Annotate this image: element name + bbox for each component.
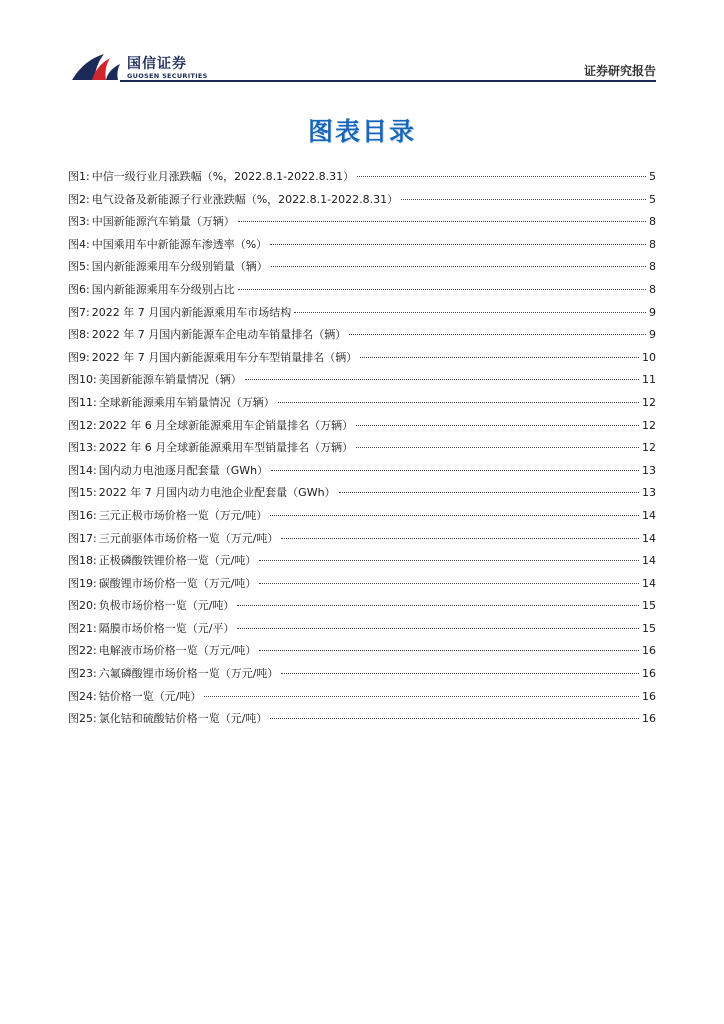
toc-dot-leader bbox=[271, 469, 639, 471]
toc-dot-leader bbox=[281, 537, 639, 539]
toc-entry[interactable] bbox=[68, 256, 656, 279]
toc-entry[interactable] bbox=[68, 550, 656, 573]
toc-entry-label: 图20: bbox=[68, 599, 97, 613]
toc-entry-title: 电解液市场价格一览（万元/吨） bbox=[98, 644, 257, 658]
toc-entry-title: 2022 年 7 月国内新能源车企电动车销量排名（辆） bbox=[91, 328, 347, 342]
toc-entry[interactable] bbox=[68, 437, 656, 460]
brand-name-en: GUOSEN SECURITIES bbox=[127, 72, 208, 80]
toc-entry-label: 图5: bbox=[68, 260, 90, 274]
toc-entry-page: 11 bbox=[642, 373, 656, 387]
toc-entry-label: 图17: bbox=[68, 531, 97, 545]
toc-dot-leader bbox=[204, 695, 639, 697]
toc-entry-page: 14 bbox=[642, 554, 656, 568]
toc-entry[interactable] bbox=[68, 708, 656, 731]
toc-entry-label: 图6: bbox=[68, 282, 90, 296]
toc-entry[interactable] bbox=[68, 166, 656, 189]
toc-entry-page: 9 bbox=[649, 305, 656, 319]
toc-entry-title: 中国乘用车中新能源车渗透率（%） bbox=[91, 237, 268, 251]
toc-entry-page: 14 bbox=[642, 531, 656, 545]
toc-entry-label: 图4: bbox=[68, 237, 90, 251]
toc-entry[interactable] bbox=[68, 234, 656, 257]
toc-list bbox=[68, 166, 656, 731]
header-divider bbox=[120, 80, 656, 82]
toc-title: 图表目录 bbox=[307, 117, 416, 146]
toc-dot-leader bbox=[245, 378, 639, 380]
toc-entry-page: 8 bbox=[649, 282, 656, 296]
toc-entry[interactable] bbox=[68, 211, 656, 234]
toc-entry-title: 国内新能源乘用车分级别占比 bbox=[91, 282, 235, 296]
toc-entry-label: 图13: bbox=[68, 441, 97, 455]
toc-entry-label: 图10: bbox=[68, 373, 97, 387]
guosen-logo-icon bbox=[70, 50, 122, 84]
toc-entry-label: 图15: bbox=[68, 486, 97, 500]
toc-entry[interactable] bbox=[68, 663, 656, 686]
toc-entry-title: 碳酸锂市场价格一览（万元/吨） bbox=[98, 576, 257, 590]
toc-dot-leader bbox=[360, 356, 639, 358]
toc-entry-title: 钴价格一览（元/吨） bbox=[98, 689, 202, 703]
toc-entry-title: 电气设备及新能源子行业涨跌幅（%，2022.8.1-2022.8.31） bbox=[91, 192, 399, 206]
report-type-label: 证券研究报告 bbox=[583, 64, 656, 78]
toc-entry-title: 全球新能源乘用车销量情况（万辆） bbox=[98, 395, 275, 409]
toc-entry-page: 15 bbox=[642, 599, 656, 613]
toc-dot-leader bbox=[237, 604, 639, 606]
toc-entry[interactable] bbox=[68, 686, 656, 709]
toc-entry[interactable] bbox=[68, 460, 656, 483]
toc-entry-label: 图2: bbox=[68, 192, 90, 206]
toc-entry-page: 8 bbox=[649, 237, 656, 251]
toc-entry-title: 国内新能源乘用车分级别销量（辆） bbox=[91, 260, 268, 274]
toc-dot-leader bbox=[259, 649, 639, 651]
toc-entry[interactable] bbox=[68, 392, 656, 415]
toc-dot-leader bbox=[357, 175, 646, 177]
toc-entry-label: 图24: bbox=[68, 689, 97, 703]
toc-entry-label: 图23: bbox=[68, 667, 97, 681]
toc-dot-leader bbox=[339, 491, 639, 493]
toc-entry-label: 图22: bbox=[68, 644, 97, 658]
toc-entry-label: 图9: bbox=[68, 350, 90, 364]
toc-entry-page: 13 bbox=[642, 463, 656, 477]
toc-dot-leader bbox=[278, 401, 639, 403]
toc-entry-title: 2022 年 7 月国内动力电池企业配套量（GWh） bbox=[98, 486, 336, 500]
toc-entry-label: 图16: bbox=[68, 508, 97, 522]
toc-dot-leader bbox=[294, 311, 646, 313]
toc-entry-title: 2022 年 7 月国内新能源乘用车市场结构 bbox=[91, 305, 292, 319]
toc-dot-leader bbox=[270, 243, 646, 245]
toc-entry-page: 15 bbox=[642, 621, 656, 635]
toc-entry[interactable] bbox=[68, 415, 656, 438]
toc-entry[interactable] bbox=[68, 482, 656, 505]
toc-entry[interactable] bbox=[68, 324, 656, 347]
toc-entry-title: 六氟磷酸锂市场价格一览（万元/吨） bbox=[98, 667, 279, 681]
toc-entry-title: 中国新能源汽车销量（万辆） bbox=[91, 215, 235, 229]
toc-entry-page: 12 bbox=[642, 395, 656, 409]
toc-entry-label: 图25: bbox=[68, 712, 97, 726]
toc-entry-label: 图19: bbox=[68, 576, 97, 590]
toc-entry-page: 12 bbox=[642, 441, 656, 455]
toc-entry-label: 图21: bbox=[68, 621, 97, 635]
toc-entry-page: 16 bbox=[642, 667, 656, 681]
toc-dot-leader bbox=[356, 424, 639, 426]
toc-entry-title: 中信一级行业月涨跌幅（%，2022.8.1-2022.8.31） bbox=[91, 170, 355, 183]
toc-dot-leader bbox=[238, 220, 646, 222]
brand-name: 国信证券 bbox=[127, 56, 187, 72]
toc-entry-page: 9 bbox=[649, 328, 656, 342]
toc-entry[interactable] bbox=[68, 302, 656, 325]
toc-entry-page: 10 bbox=[642, 350, 656, 364]
toc-entry-title: 国内动力电池逐月配套量（GWh） bbox=[98, 463, 269, 477]
toc-dot-leader bbox=[259, 559, 639, 561]
toc-entry-title: 2022 年 7 月国内新能源乘用车分车型销量排名（辆） bbox=[91, 350, 358, 364]
toc-dot-leader bbox=[281, 672, 639, 674]
toc-entry-label: 图18: bbox=[68, 554, 97, 568]
toc-dot-leader bbox=[237, 627, 639, 629]
toc-entry[interactable] bbox=[68, 528, 656, 551]
toc-entry-page: 16 bbox=[642, 689, 656, 703]
toc-dot-leader bbox=[270, 717, 639, 719]
toc-dot-leader bbox=[259, 582, 639, 584]
toc-entry-page: 13 bbox=[642, 486, 656, 500]
toc-entry[interactable] bbox=[68, 505, 656, 528]
toc-entry-title: 三元前驱体市场价格一览（万元/吨） bbox=[98, 531, 279, 545]
toc-entry-label: 图7: bbox=[68, 305, 90, 319]
toc-entry-label: 图11: bbox=[68, 395, 97, 409]
toc-entry-title: 隔膜市场价格一览（元/平） bbox=[98, 621, 235, 635]
toc-entry[interactable] bbox=[68, 279, 656, 302]
toc-entry[interactable] bbox=[68, 347, 656, 370]
toc-entry-page: 14 bbox=[642, 508, 656, 522]
toc-dot-leader bbox=[401, 198, 646, 200]
toc-entry-page: 16 bbox=[642, 712, 656, 726]
toc-entry-label: 图1: bbox=[68, 170, 90, 183]
page-header bbox=[0, 0, 724, 90]
toc-entry-page: 5 bbox=[649, 170, 656, 183]
toc-dot-leader bbox=[356, 446, 639, 448]
toc-entry-title: 2022 年 6 月全球新能源乘用车企销量排名（万辆） bbox=[98, 418, 354, 432]
toc-entry[interactable] bbox=[68, 369, 656, 392]
toc-entry-title: 正极磷酸铁锂价格一览（元/吨） bbox=[98, 554, 257, 568]
toc-entry[interactable] bbox=[68, 595, 656, 618]
toc-entry-page: 12 bbox=[642, 418, 656, 432]
toc-entry-label: 图3: bbox=[68, 215, 90, 229]
toc-entry-page: 16 bbox=[642, 644, 656, 658]
toc-entry-title: 负极市场价格一览（元/吨） bbox=[98, 599, 235, 613]
toc-entry-title: 2022 年 6 月全球新能源乘用车型销量排名（万辆） bbox=[98, 441, 354, 455]
toc-entry-label: 图8: bbox=[68, 328, 90, 342]
toc-entry-title: 美国新能源车销量情况（辆） bbox=[98, 373, 242, 387]
toc-entry-label: 图12: bbox=[68, 418, 97, 432]
toc-entry-page: 8 bbox=[649, 215, 656, 229]
toc-dot-leader bbox=[238, 288, 646, 290]
toc-entry-title: 三元正极市场价格一览（万元/吨） bbox=[98, 508, 268, 522]
toc-entry-page: 14 bbox=[642, 576, 656, 590]
toc-dot-leader bbox=[349, 333, 646, 335]
toc-entry[interactable] bbox=[68, 618, 656, 641]
toc-entry-label: 图14: bbox=[68, 463, 97, 477]
toc-dot-leader bbox=[271, 265, 646, 267]
toc-entry-title: 氯化钴和硫酸钴价格一览（元/吨） bbox=[98, 712, 268, 726]
toc-entry[interactable] bbox=[68, 189, 656, 212]
toc-entry[interactable] bbox=[68, 640, 656, 663]
toc-entry[interactable] bbox=[68, 573, 656, 596]
toc-dot-leader bbox=[270, 514, 639, 516]
toc-entry-page: 8 bbox=[649, 260, 656, 274]
toc-entry-page: 5 bbox=[649, 192, 656, 206]
